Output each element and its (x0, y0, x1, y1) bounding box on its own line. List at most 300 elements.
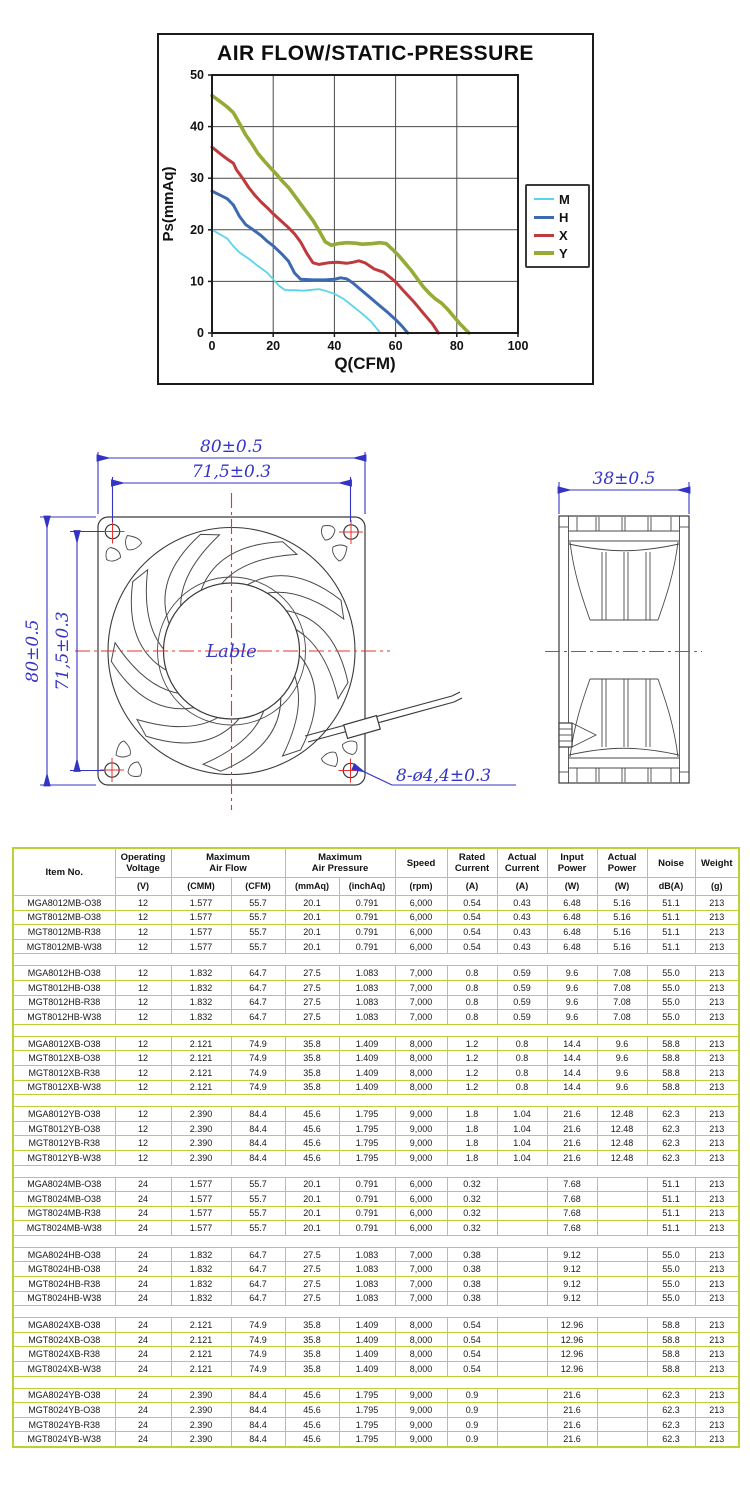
table-cell: 213 (695, 1403, 739, 1418)
table-cell: 213 (695, 1332, 739, 1347)
table-cell: 51.1 (647, 1206, 695, 1221)
table-cell: MGT8012YB-R38 (13, 1136, 115, 1151)
table-cell: 2.121 (171, 1080, 231, 1095)
table-cell: 21.6 (547, 1403, 597, 1418)
column-unit: dB(A) (647, 878, 695, 896)
table-cell: 12 (115, 1036, 171, 1051)
table-cell: 2.121 (171, 1347, 231, 1362)
table-cell: 0.38 (447, 1247, 497, 1262)
group-separator-row (13, 1165, 739, 1177)
table-cell: 213 (695, 995, 739, 1010)
table-cell: 45.6 (285, 1388, 339, 1403)
table-cell (597, 1192, 647, 1207)
table-cell: 0.43 (497, 910, 547, 925)
table-cell: 74.9 (231, 1347, 285, 1362)
table-cell: 12 (115, 896, 171, 911)
table-cell: 84.4 (231, 1417, 285, 1432)
table-cell: MGT8024YB-W38 (13, 1432, 115, 1447)
table-cell: 51.1 (647, 939, 695, 954)
table-cell: MGA8024YB-O38 (13, 1388, 115, 1403)
table-cell: 213 (695, 925, 739, 940)
table-cell: 0.791 (339, 910, 395, 925)
legend-label: M (559, 191, 570, 207)
table-cell: 45.6 (285, 1432, 339, 1447)
table-cell: MGA8012HB-O38 (13, 966, 115, 981)
table-cell: 0.791 (339, 925, 395, 940)
table-cell: 213 (695, 1262, 739, 1277)
table-cell: 62.3 (647, 1136, 695, 1151)
column-unit: (CMM) (171, 878, 231, 896)
table-cell: 213 (695, 1121, 739, 1136)
table-row (13, 1388, 739, 1403)
table-cell: 1.04 (497, 1121, 547, 1136)
table-cell: 14.4 (547, 1065, 597, 1080)
table-cell: 0.9 (447, 1417, 497, 1432)
table-cell (597, 1432, 647, 1447)
table-cell: 24 (115, 1192, 171, 1207)
table-cell: 58.8 (647, 1318, 695, 1333)
table-cell: 20.1 (285, 925, 339, 940)
table-cell: 0.54 (447, 1318, 497, 1333)
table-cell: 51.1 (647, 896, 695, 911)
table-cell (497, 1221, 547, 1236)
table-cell: 7,000 (395, 966, 447, 981)
table-cell: 1.083 (339, 980, 395, 995)
table-cell: 35.8 (285, 1332, 339, 1347)
table-cell: 12 (115, 910, 171, 925)
table-cell: 1.409 (339, 1080, 395, 1095)
table-cell: 55.7 (231, 910, 285, 925)
table-row (13, 1065, 739, 1080)
header-row-units (13, 878, 739, 896)
table-cell: 21.6 (547, 1136, 597, 1151)
table-cell: 21.6 (547, 1432, 597, 1447)
table-cell: 213 (695, 939, 739, 954)
table-cell: 24 (115, 1388, 171, 1403)
table-cell: 6.48 (547, 896, 597, 911)
table-cell: 35.8 (285, 1347, 339, 1362)
table-cell: 1.832 (171, 995, 231, 1010)
fan-spec-table (12, 847, 740, 1448)
table-cell: 5.16 (597, 910, 647, 925)
table-cell: 24 (115, 1247, 171, 1262)
table-cell: 0.8 (497, 1080, 547, 1095)
table-row (13, 966, 739, 981)
table-cell: 0.38 (447, 1277, 497, 1292)
table-cell: 0.9 (447, 1403, 497, 1418)
table-cell: 1.409 (339, 1036, 395, 1051)
chart-legend (525, 184, 590, 268)
table-cell: 9.6 (597, 1051, 647, 1066)
table-cell: 1.832 (171, 1262, 231, 1277)
table-cell: 2.390 (171, 1107, 231, 1122)
table-cell: 7.08 (597, 1010, 647, 1025)
table-cell: 8,000 (395, 1318, 447, 1333)
table-row (13, 1332, 739, 1347)
y-tick-label: 20 (190, 222, 204, 237)
table-cell (597, 1262, 647, 1277)
fan-dimension-drawing (0, 430, 750, 835)
table-cell: 6,000 (395, 1221, 447, 1236)
table-cell: 62.3 (647, 1388, 695, 1403)
column-unit: (g) (695, 878, 739, 896)
table-cell: 1.04 (497, 1136, 547, 1151)
table-cell: 1.577 (171, 1192, 231, 1207)
table-cell: 213 (695, 966, 739, 981)
table-cell: 0.791 (339, 1177, 395, 1192)
table-cell: 213 (695, 1347, 739, 1362)
table-cell: 5.16 (597, 896, 647, 911)
table-cell: 35.8 (285, 1051, 339, 1066)
table-cell: 1.083 (339, 1277, 395, 1292)
table-cell: 213 (695, 1080, 739, 1095)
table-cell: 213 (695, 1036, 739, 1051)
table-cell: 58.8 (647, 1332, 695, 1347)
table-cell: 9,000 (395, 1150, 447, 1165)
table-cell: 24 (115, 1432, 171, 1447)
table-cell: MGT8024HB-O38 (13, 1262, 115, 1277)
table-cell (497, 1403, 547, 1418)
table-cell: 213 (695, 1177, 739, 1192)
column-unit: (mmAq) (285, 878, 339, 896)
table-cell: 9.12 (547, 1247, 597, 1262)
table-cell: 0.791 (339, 1206, 395, 1221)
table-cell: 213 (695, 910, 739, 925)
table-cell: 7.08 (597, 995, 647, 1010)
table-cell (597, 1417, 647, 1432)
table-cell: 7.08 (597, 966, 647, 981)
table-row (13, 939, 739, 954)
table-cell: 7,000 (395, 1262, 447, 1277)
table-row (13, 995, 739, 1010)
table-cell: 12 (115, 1051, 171, 1066)
dim-depth: 38±0.5 (592, 469, 656, 489)
table-row (13, 1177, 739, 1192)
table-cell (597, 1177, 647, 1192)
x-tick-label: 80 (449, 339, 464, 353)
column-header: Actual Current (497, 848, 547, 878)
table-cell: 55.0 (647, 1247, 695, 1262)
table-cell: 12.96 (547, 1362, 597, 1377)
table-cell: 213 (695, 896, 739, 911)
table-cell: 0.9 (447, 1388, 497, 1403)
table-cell: 213 (695, 1065, 739, 1080)
table-cell: 213 (695, 1362, 739, 1377)
table-cell: 84.4 (231, 1107, 285, 1122)
table-cell: 1.409 (339, 1332, 395, 1347)
column-header: Noise (647, 848, 695, 878)
table-cell: 0.43 (497, 939, 547, 954)
table-cell: 55.7 (231, 1206, 285, 1221)
table-cell: 6,000 (395, 939, 447, 954)
table-cell: 7,000 (395, 1291, 447, 1306)
table-cell: 1.2 (447, 1065, 497, 1080)
table-cell: 55.0 (647, 1277, 695, 1292)
table-cell: 1.409 (339, 1362, 395, 1377)
group-separator-row (13, 1235, 739, 1247)
table-cell: 12 (115, 925, 171, 940)
legend-swatch-M (534, 198, 554, 200)
table-cell: 24 (115, 1206, 171, 1221)
table-cell: 7.08 (597, 980, 647, 995)
table-cell: 0.54 (447, 939, 497, 954)
table-cell: 2.121 (171, 1362, 231, 1377)
table-cell: 12 (115, 1150, 171, 1165)
column-header: Actual Power (597, 848, 647, 878)
group-separator-row (13, 1306, 739, 1318)
table-cell (597, 1388, 647, 1403)
table-cell: MGT8024XB-R38 (13, 1347, 115, 1362)
table-cell: 24 (115, 1362, 171, 1377)
table-cell: 8,000 (395, 1036, 447, 1051)
group-separator-row (13, 1376, 739, 1388)
table-cell: 27.5 (285, 1291, 339, 1306)
table-cell: MGA8024XB-O38 (13, 1318, 115, 1333)
table-cell: 74.9 (231, 1080, 285, 1095)
table-cell: 45.6 (285, 1150, 339, 1165)
table-cell: 1.795 (339, 1121, 395, 1136)
table-row (13, 1136, 739, 1151)
table-cell: 74.9 (231, 1051, 285, 1066)
table-cell: 64.7 (231, 1247, 285, 1262)
table-cell: 213 (695, 1291, 739, 1306)
table-cell: 62.3 (647, 1121, 695, 1136)
table-cell: 84.4 (231, 1150, 285, 1165)
table-cell: 62.3 (647, 1432, 695, 1447)
table-row (13, 1432, 739, 1447)
table-cell: 1.832 (171, 966, 231, 981)
table-cell: 9,000 (395, 1432, 447, 1447)
column-header: Rated Current (447, 848, 497, 878)
group-separator-row (13, 1024, 739, 1036)
y-tick-label: 10 (190, 274, 204, 289)
legend-item-Y (534, 246, 584, 260)
table-cell (497, 1262, 547, 1277)
table-cell: 7,000 (395, 1010, 447, 1025)
table-cell: 1.083 (339, 1262, 395, 1277)
column-header: Maximum Air Flow (171, 848, 285, 878)
dim-holes-note: 8-ø4,4±0.3 (396, 766, 492, 786)
table-cell: 8,000 (395, 1080, 447, 1095)
table-cell: 35.8 (285, 1065, 339, 1080)
column-unit: (W) (597, 878, 647, 896)
table-cell: 24 (115, 1403, 171, 1418)
table-cell: 213 (695, 1318, 739, 1333)
table-cell: MGT8012MB-R38 (13, 925, 115, 940)
table-cell (497, 1291, 547, 1306)
table-row (13, 1318, 739, 1333)
table-cell: 12 (115, 1136, 171, 1151)
table-cell: 0.791 (339, 939, 395, 954)
table-cell: 9.6 (547, 966, 597, 981)
table-cell: 58.8 (647, 1080, 695, 1095)
table-cell: 9,000 (395, 1403, 447, 1418)
table-cell: MGA8024MB-O38 (13, 1177, 115, 1192)
table-cell: 74.9 (231, 1036, 285, 1051)
table-cell: 2.121 (171, 1332, 231, 1347)
table-cell: 1.832 (171, 1291, 231, 1306)
y-tick-label: 40 (190, 119, 204, 134)
table-cell: MGT8024YB-O38 (13, 1403, 115, 1418)
table-cell: 58.8 (647, 1362, 695, 1377)
table-cell: 0.59 (497, 966, 547, 981)
table-cell: 55.7 (231, 925, 285, 940)
table-cell: 27.5 (285, 995, 339, 1010)
table-cell: MGT8012HB-R38 (13, 995, 115, 1010)
table-cell: 6,000 (395, 896, 447, 911)
table-row (13, 1417, 739, 1432)
table-cell: 55.0 (647, 1262, 695, 1277)
table-cell: 12 (115, 1080, 171, 1095)
table-cell: 1.2 (447, 1080, 497, 1095)
table-cell: 55.7 (231, 1221, 285, 1236)
table-cell: 1.8 (447, 1121, 497, 1136)
table-cell: 2.390 (171, 1417, 231, 1432)
table-cell: 45.6 (285, 1136, 339, 1151)
column-header: Input Power (547, 848, 597, 878)
table-cell (497, 1177, 547, 1192)
spec-table-header (13, 848, 739, 896)
table-cell (497, 1247, 547, 1262)
table-cell: 7,000 (395, 1277, 447, 1292)
table-cell: 12 (115, 980, 171, 995)
table-cell: 0.59 (497, 980, 547, 995)
table-cell: MGT8024MB-O38 (13, 1192, 115, 1207)
table-row (13, 1107, 739, 1122)
table-cell: 213 (695, 1388, 739, 1403)
table-cell: 0.54 (447, 910, 497, 925)
table-cell (497, 1332, 547, 1347)
table-cell (497, 1318, 547, 1333)
table-cell: 0.32 (447, 1206, 497, 1221)
column-unit: (W) (547, 878, 597, 896)
table-cell: 84.4 (231, 1432, 285, 1447)
table-cell: 8,000 (395, 1051, 447, 1066)
legend-label: H (559, 209, 569, 225)
table-cell: 62.3 (647, 1107, 695, 1122)
table-cell: 51.1 (647, 1221, 695, 1236)
table-cell: 1.577 (171, 910, 231, 925)
table-cell: 9,000 (395, 1107, 447, 1122)
table-cell (597, 1221, 647, 1236)
table-cell: 21.6 (547, 1107, 597, 1122)
table-cell: 21.6 (547, 1150, 597, 1165)
table-cell: 1.832 (171, 1247, 231, 1262)
column-unit: (CFM) (231, 878, 285, 896)
table-cell: 9.6 (547, 1010, 597, 1025)
table-cell: 0.791 (339, 1192, 395, 1207)
table-cell: 55.7 (231, 1177, 285, 1192)
table-cell: 0.54 (447, 1332, 497, 1347)
table-cell: 24 (115, 1291, 171, 1306)
table-cell: 24 (115, 1221, 171, 1236)
table-cell: 14.4 (547, 1051, 597, 1066)
table-row (13, 1206, 739, 1221)
table-cell: 1.577 (171, 1221, 231, 1236)
table-cell: 1.083 (339, 966, 395, 981)
series-line-H (212, 191, 408, 333)
table-cell: MGT8024YB-R38 (13, 1417, 115, 1432)
table-cell: 213 (695, 1221, 739, 1236)
table-cell: 1.8 (447, 1107, 497, 1122)
table-cell: 58.8 (647, 1347, 695, 1362)
table-cell (597, 1362, 647, 1377)
table-cell (597, 1332, 647, 1347)
table-cell: MGT8024XB-O38 (13, 1332, 115, 1347)
table-cell: 55.7 (231, 1192, 285, 1207)
legend-swatch-Y (534, 251, 554, 255)
table-cell: 55.0 (647, 1291, 695, 1306)
table-cell: 9,000 (395, 1136, 447, 1151)
table-cell: 8,000 (395, 1065, 447, 1080)
table-cell: 0.791 (339, 1221, 395, 1236)
table-cell: MGT8024MB-W38 (13, 1221, 115, 1236)
table-cell (597, 1347, 647, 1362)
table-cell: 20.1 (285, 1192, 339, 1207)
table-row (13, 896, 739, 911)
table-cell: 24 (115, 1177, 171, 1192)
table-row (13, 910, 739, 925)
table-cell: 1.2 (447, 1051, 497, 1066)
table-cell (597, 1277, 647, 1292)
table-cell: 27.5 (285, 1277, 339, 1292)
table-cell: 64.7 (231, 1277, 285, 1292)
table-cell: 2.390 (171, 1388, 231, 1403)
table-cell: 6.48 (547, 925, 597, 940)
table-cell: 1.577 (171, 896, 231, 911)
table-cell: 0.8 (497, 1036, 547, 1051)
group-separator-row (13, 1095, 739, 1107)
table-cell (497, 1192, 547, 1207)
table-cell: 0.9 (447, 1432, 497, 1447)
fan-front-view (75, 493, 462, 810)
table-cell: 74.9 (231, 1332, 285, 1347)
table-cell: 62.3 (647, 1403, 695, 1418)
table-cell: 51.1 (647, 925, 695, 940)
table-cell: 7.68 (547, 1192, 597, 1207)
table-cell: 64.7 (231, 980, 285, 995)
table-cell: MGT8012XB-W38 (13, 1080, 115, 1095)
table-cell: 55.0 (647, 995, 695, 1010)
table-cell: 1.2 (447, 1036, 497, 1051)
table-cell: 21.6 (547, 1417, 597, 1432)
table-cell: 6,000 (395, 925, 447, 940)
table-cell: 1.795 (339, 1150, 395, 1165)
table-cell: 84.4 (231, 1121, 285, 1136)
table-cell: 45.6 (285, 1107, 339, 1122)
table-cell: 0.38 (447, 1291, 497, 1306)
table-cell (597, 1206, 647, 1221)
table-cell: 62.3 (647, 1417, 695, 1432)
side-dimensions (559, 469, 689, 514)
chart-title: AIR FLOW/STATIC-PRESSURE (217, 42, 534, 65)
table-cell: 0.32 (447, 1177, 497, 1192)
table-cell: 12 (115, 995, 171, 1010)
table-cell: MGT8024XB-W38 (13, 1362, 115, 1377)
table-cell: 1.083 (339, 1291, 395, 1306)
table-cell: 6.48 (547, 910, 597, 925)
column-header: Item No. (13, 848, 115, 896)
table-cell: MGT8024MB-R38 (13, 1206, 115, 1221)
table-row (13, 1080, 739, 1095)
table-cell: 14.4 (547, 1036, 597, 1051)
table-cell: 12.96 (547, 1347, 597, 1362)
table-cell: 7,000 (395, 995, 447, 1010)
column-unit: (rpm) (395, 878, 447, 896)
table-cell: 0.43 (497, 896, 547, 911)
table-cell: 7.68 (547, 1221, 597, 1236)
table-cell: 213 (695, 1010, 739, 1025)
